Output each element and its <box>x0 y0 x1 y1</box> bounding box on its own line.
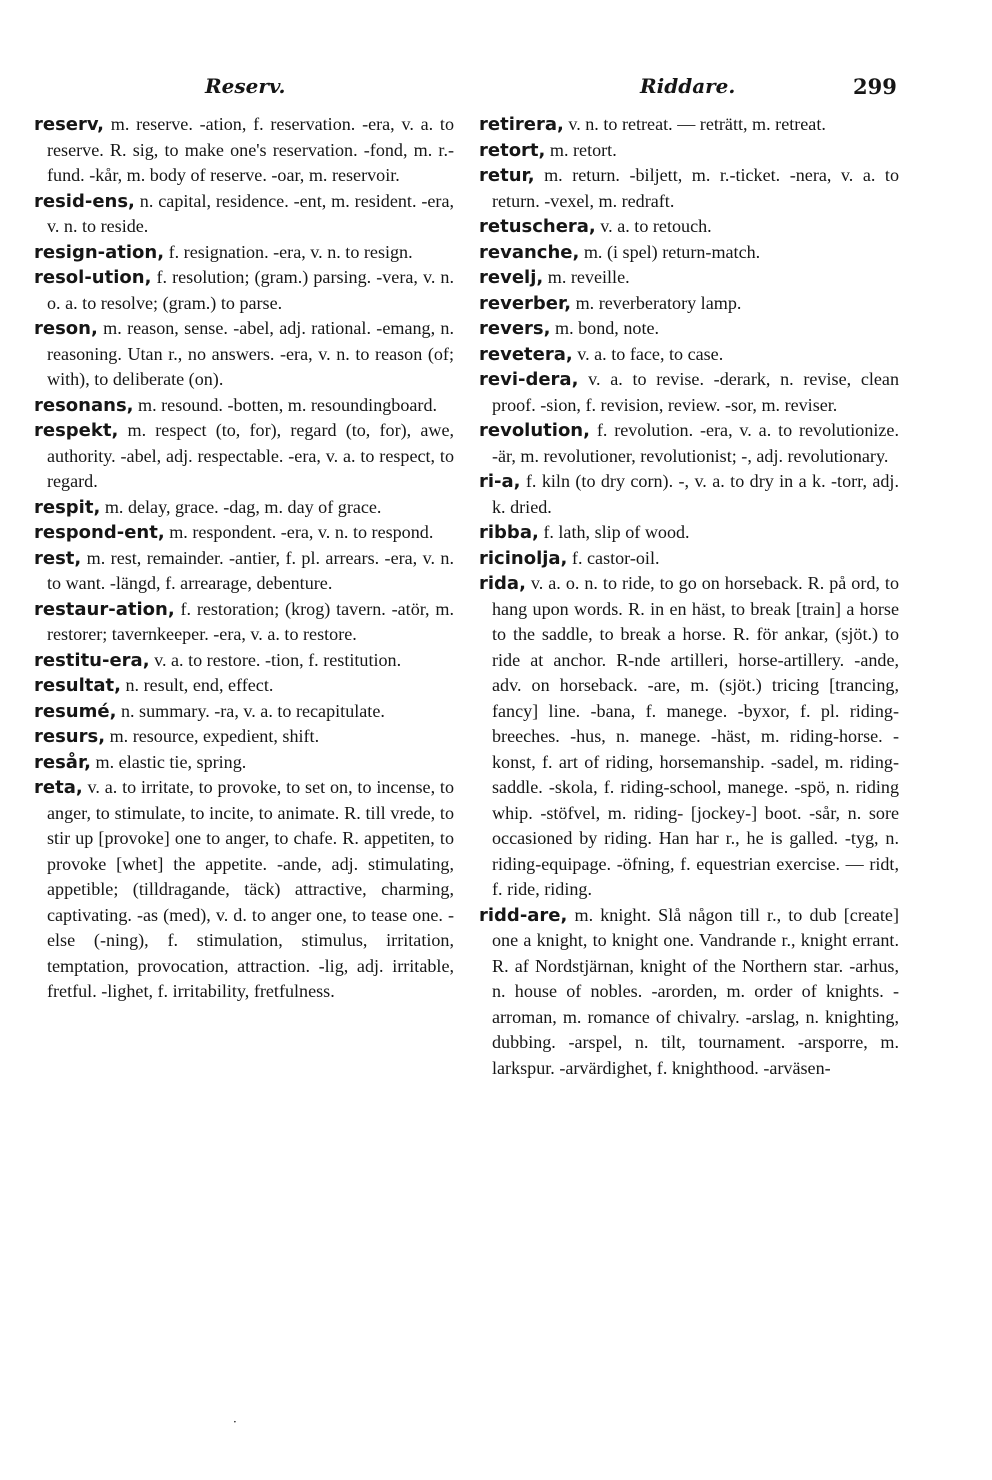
headword: respekt, <box>34 420 119 441</box>
headword: resår, <box>34 751 92 773</box>
definition: f. revolution. -era, v. a. to revolutionize. -är, m. revolutioner, revolutionist; -, adj. revolutionary. <box>492 420 899 466</box>
dictionary-entry <box>34 316 454 393</box>
dictionary-entry <box>34 393 454 419</box>
headword: resultat, <box>34 675 121 696</box>
headword: reserv, <box>34 114 104 135</box>
dictionary-entry <box>479 163 899 214</box>
definition: f. lath, slip of wood. <box>538 522 690 542</box>
dictionary-entry <box>34 418 454 495</box>
definition: n. result, end, effect. <box>120 675 274 695</box>
header-left-guideword: Reserv. <box>205 74 286 98</box>
definition: f. kiln (to dry corn). -, v. a. to dry in a k. -torr, adj. k. dried. <box>492 471 899 517</box>
dictionary-entry <box>34 265 454 316</box>
headword: revi-dera, <box>479 369 579 390</box>
headword: rest, <box>34 547 82 569</box>
headword: revanche, <box>479 241 580 263</box>
dictionary-entry <box>479 571 899 903</box>
stray-mark: · <box>233 1415 237 1429</box>
definition: m. resound. -botten, m. resoundingboard. <box>133 394 438 415</box>
dictionary-entry <box>479 138 899 164</box>
definition: m. elastic tie, spring. <box>91 751 247 772</box>
headword: reta, <box>34 777 83 798</box>
headword: restaur-ation, <box>34 598 175 620</box>
headword: revers, <box>479 318 551 339</box>
definition: m. (i spel) return-match. <box>579 241 761 262</box>
headword: resid-ens, <box>34 190 135 212</box>
dictionary-entry <box>34 775 454 1005</box>
definition: m. reverberatory lamp. <box>571 292 742 313</box>
definition: f. restoration; (krog) tavern. -atör, m. restorer; tavernkeeper. -era, v. a. to restore. <box>47 598 454 644</box>
dictionary-entry <box>479 546 899 572</box>
headword: resurs, <box>34 726 106 747</box>
definition: m. reason, sense. -abel, adj. rational. -emang, n. reasoning. Utan r., no answers. -era, v. n. to reason (of; with), to deliberate (on). <box>47 318 454 389</box>
dictionary-entry <box>479 265 899 291</box>
dictionary-entry <box>34 648 454 674</box>
headword: respond-ent, <box>34 522 165 543</box>
dictionary-entry <box>479 903 899 1082</box>
headword: ridd-are, <box>479 904 568 926</box>
left-column <box>34 112 454 1005</box>
headword: rida, <box>479 573 526 594</box>
definition: m. reveille. <box>543 267 630 287</box>
headword: revetera, <box>479 343 573 365</box>
page-number: 299 <box>853 74 897 99</box>
headword: retur, <box>479 165 535 186</box>
dictionary-entry <box>34 520 454 546</box>
dictionary-entry <box>479 367 899 418</box>
headword: retirera, <box>479 114 564 135</box>
headword: restitu-era, <box>34 649 150 671</box>
dictionary-entry <box>34 189 454 240</box>
definition: m. resource, expedient, shift. <box>105 726 320 746</box>
definition: n. capital, residence. -ent, m. resident. -era, v. n. to reside. <box>47 190 454 236</box>
definition: m. retort. <box>545 139 617 160</box>
headword: retort, <box>479 139 546 161</box>
dictionary-entry <box>479 520 899 546</box>
headword: resign-ation, <box>34 241 165 263</box>
dictionary-entry <box>479 316 899 342</box>
dictionary-entry <box>479 291 899 317</box>
definition: v. a. to irritate, to provoke, to set on, to incense, to anger, to stimulate, to incite, to animate. R. till vrede, to stir up [provoke] one to anger, to chafe. R. appetiten, to provoke [whet] the appetite. -ande, adj. stimulating, appetible; (tilldragande, täck) attractive, charming, captivating. -as (med), v. d. to anger one, to tease one. -else (-ning), f. stimulation, stimulus, irritation, temptation, provocation, attraction. -lig, adj. irritable, fretful. -lighet, f. irritability, fretfulness. <box>47 777 454 1001</box>
definition: f. resolution; (gram.) parsing. -vera, v. n. o. a. to resolve; (gram.) to parse. <box>47 267 454 313</box>
definition: m. respect (to, for), regard (to, for), awe, authority. -abel, adj. respectable. -era, v. a. to respect, to regard. <box>47 420 454 491</box>
dictionary-entry <box>479 214 899 240</box>
headword: resonans, <box>34 394 134 416</box>
definition: v. a. to face, to case. <box>572 343 724 364</box>
headword: retuschera, <box>479 216 596 237</box>
definition: m. bond, note. <box>550 318 660 338</box>
definition: f. resignation. -era, v. n. to resign. <box>164 241 413 262</box>
headword: ribba, <box>479 522 539 543</box>
dictionary-entry <box>479 342 899 368</box>
dictionary-entry <box>34 750 454 776</box>
dictionary-entry <box>34 673 454 699</box>
dictionary-entry <box>479 240 899 266</box>
dictionary-entry <box>34 495 454 521</box>
definition: v. n. to retreat. — reträtt, m. retreat. <box>563 114 826 134</box>
headword: revolution, <box>479 420 590 441</box>
headword: respit, <box>34 496 101 518</box>
dictionary-entry <box>34 699 454 725</box>
right-column <box>479 112 899 1081</box>
dictionary-entry <box>34 240 454 266</box>
headword: resumé, <box>34 700 117 722</box>
definition: v. a. to retouch. <box>595 216 712 236</box>
headword: ri-a, <box>479 471 521 492</box>
headword: ricinolja, <box>479 547 568 569</box>
headword: reverber, <box>479 292 572 314</box>
definition: m. reserve. -ation, f. reservation. -era, v. a. to reserve. R. sig, to make one's reservation. -fond, m. r.-fund. -kår, m. body of reserve. -oar, m. reservoir. <box>47 114 454 185</box>
definition: n. summary. -ra, v. a. to recapitulate. <box>116 700 385 721</box>
definition: m. knight. Slå någon till r., to dub [create] one a knight, to knight one. Vandrande r., knight errant. R. af Nordstjärnan, knight of the Northern star. -arhus, n. house of nobles. -arorden, m. order of knights. -arroman, m. romance of chivalry. -arslag, n. knighting, dubbing. -arspel, n. tilt, tournament. -arsporre, m. larkspur. -arvärdighet, f. knighthood. -arväsen- <box>492 904 899 1078</box>
definition: m. return. -biljett, m. r.-ticket. -nera, v. a. to return. -vexel, m. redraft. <box>492 165 899 211</box>
definition: m. delay, grace. -dag, m. day of grace. <box>100 496 382 517</box>
definition: v. a. to restore. -tion, f. restitution. <box>149 649 402 670</box>
definition: v. a. o. n. to ride, to go on horseback. R. på ord, to hang upon words. R. in en häst, to break [train] a horse to the saddle, to break a horse. R. för ankar, (sjöt.) to ride at anchor. R-nde artilleri, horse-artillery. -ande, adv. on horseback. -are, m. (sjöt.) tricing [trancing, fancy] line. -bana, f. manege. -byxor, f. pl. riding-breeches. -hus, n. manege. -häst, m. riding-horse. -konst, f. art of riding, horsemanship. -sadel, m. riding-saddle. -skola, f. riding-school, manege. -spö, n. riding whip. -stöfvel, m. riding- [jockey-] boot. -sår, n. sore occasioned by riding. Han har r., he is galled. -tyg, n. riding-equipage. -öfning, f. equestrian exercise. — ridt, f. ride, riding. <box>492 573 899 899</box>
definition: m. rest, remainder. -antier, f. pl. arrears. -era, v. n. to want. -längd, f. arrearage, debenture. <box>47 547 454 593</box>
dictionary-entry <box>479 112 899 138</box>
definition: m. respondent. -era, v. n. to respond. <box>164 522 434 542</box>
dictionary-entry <box>479 469 899 520</box>
headword: reson, <box>34 318 98 339</box>
headword: revelj, <box>479 267 544 288</box>
dictionary-entry <box>34 724 454 750</box>
dictionary-entry <box>34 597 454 648</box>
dictionary-entry <box>479 418 899 469</box>
dictionary-entry <box>34 546 454 597</box>
header-right-guideword: Riddare. <box>640 74 736 98</box>
definition: f. castor-oil. <box>567 547 660 568</box>
headword: resol-ution, <box>34 267 152 288</box>
definition: v. a. to revise. -derark, n. revise, clean proof. -sion, f. revision, review. -sor, m. reviser. <box>492 369 899 415</box>
dictionary-entry <box>34 112 454 189</box>
